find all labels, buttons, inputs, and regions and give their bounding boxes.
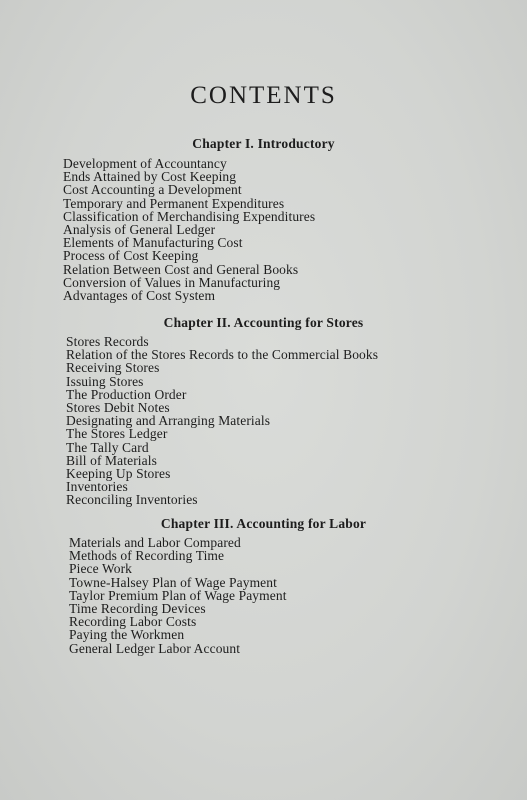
list-item: Elements of Manufacturing Cost <box>63 235 243 251</box>
chapter-3-heading: Chapter III. Accounting for Labor <box>160 516 367 531</box>
list-item: Designating and Arranging Materials <box>66 413 271 429</box>
chapter-3-list <box>69 536 287 655</box>
list-item: General Ledger Labor Account <box>69 640 241 656</box>
list-item: Advantages of Cost System <box>63 288 216 304</box>
list-item: Keeping Up Stores <box>66 466 171 482</box>
list-item: Stores Records <box>66 334 149 349</box>
list-item: Paying the Workmen <box>69 627 185 643</box>
list-item: Materials and Labor Compared <box>69 535 241 550</box>
list-item: Piece Work <box>69 561 133 577</box>
list-item: Analysis of General Ledger <box>63 222 216 238</box>
chapter-2-heading: Chapter II. Accounting for Stores <box>163 315 364 330</box>
list-item: Development of Accountancy <box>63 156 227 171</box>
list-item: Conversion of Values in Manufacturing <box>63 274 281 290</box>
list-item: Process of Cost Keeping <box>63 248 199 264</box>
list-item: Receiving Stores <box>66 360 160 376</box>
list-item: Towne-Halsey Plan of Wage Payment <box>69 574 277 590</box>
chapter-1-heading: Chapter I. Introductory <box>192 136 335 151</box>
page-title: CONTENTS <box>190 82 337 109</box>
list-item: Issuing Stores <box>66 373 144 389</box>
chapter-1-list <box>63 157 315 302</box>
list-item: Reconciling Inventories <box>66 492 198 508</box>
list-item: Recording Labor Costs <box>69 614 197 630</box>
list-item: Inventories <box>66 479 128 495</box>
list-item: Taylor Premium Plan of Wage Payment <box>69 587 287 603</box>
list-item: The Tally Card <box>66 439 149 455</box>
list-item: Relation Between Cost and General Books <box>63 261 299 277</box>
list-item: Relation of the Stores Records to the Commercial Books <box>66 347 379 363</box>
list-item: Bill of Materials <box>66 452 157 468</box>
list-item: Ends Attained by Cost Keeping <box>63 169 237 185</box>
list-item: The Stores Ledger <box>66 426 168 442</box>
list-item: The Production Order <box>66 386 187 402</box>
list-item: Stores Debit Notes <box>66 400 170 416</box>
list-item: Classification of Merchandising Expenditures <box>63 208 316 224</box>
list-item: Methods of Recording Time <box>69 548 225 564</box>
list-item: Time Recording Devices <box>69 601 206 617</box>
list-item: Temporary and Permanent Expenditures <box>63 195 285 211</box>
chapter-2-list <box>66 335 378 507</box>
list-item: Cost Accounting a Development <box>63 182 242 198</box>
